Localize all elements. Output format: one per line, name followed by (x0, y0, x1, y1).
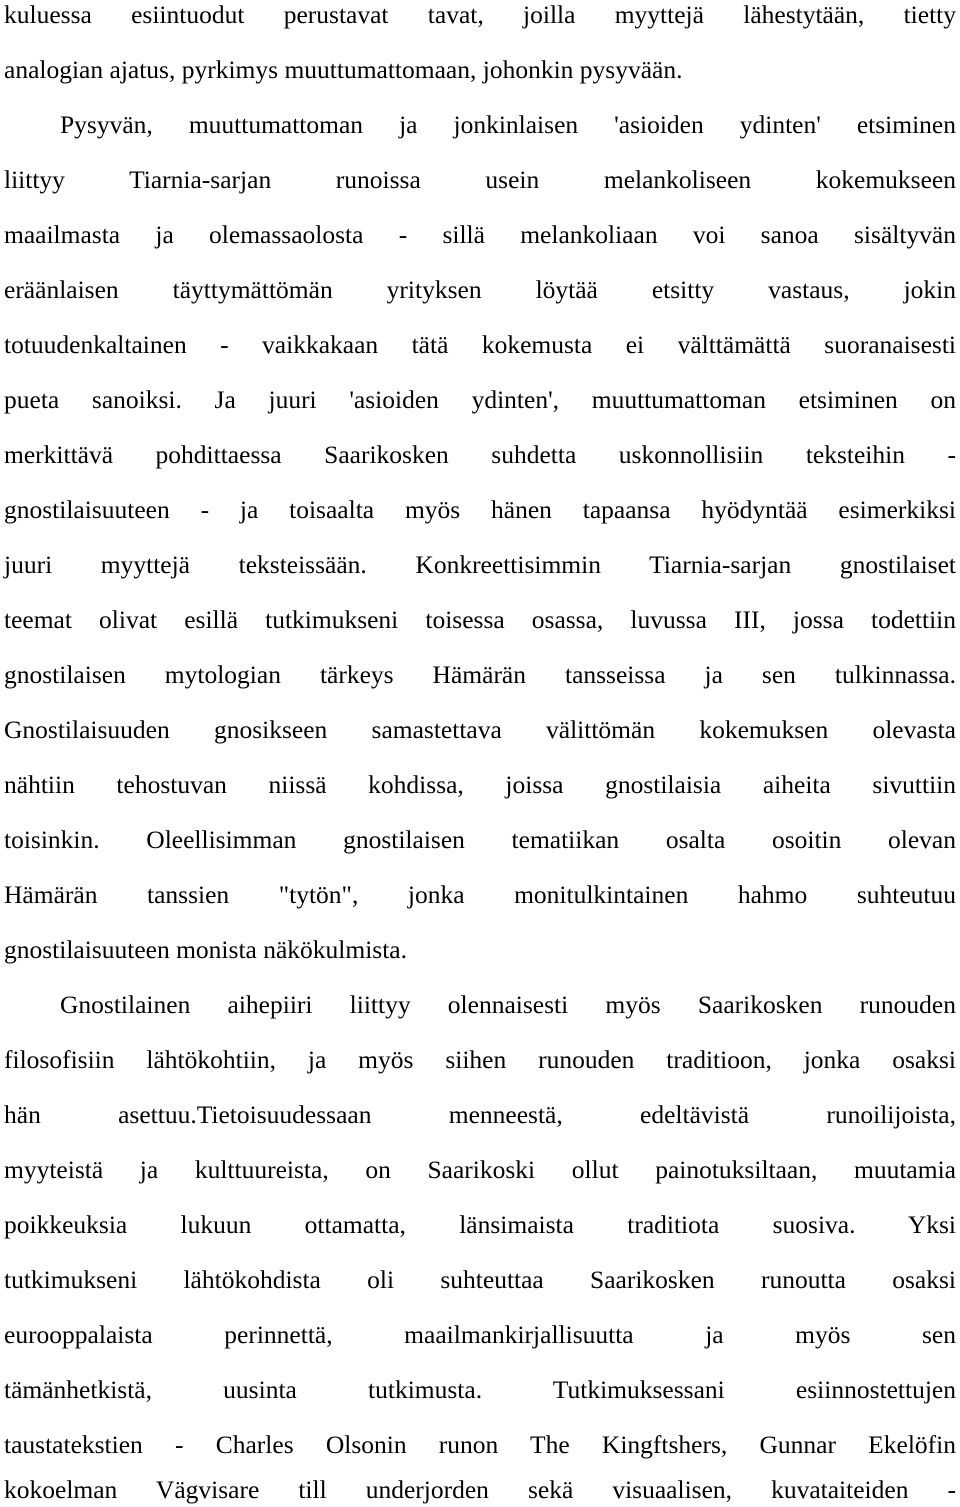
text-line: eräänlaisen täyttymättömän yrityksen löytää etsitty vastaus, jokin (4, 275, 956, 304)
text-line: maailmasta ja olemassaolosta - sillä melankoliaan voi sanoa sisältyvän (4, 220, 956, 249)
text-line: hän asettuu.Tietoisuudessaan menneestä, edeltävistä runoilijoista, (4, 1100, 956, 1129)
text-line: gnostilaisuuteen - ja toisaalta myös hänen tapaansa hyödyntää esimerkiksi (4, 495, 956, 524)
text-line: eurooppalaista perinnettä, maailmankirjallisuutta ja myös sen (4, 1320, 956, 1349)
text-line: totuudenkaltainen - vaikkakaan tätä kokemusta ei välttämättä suoranaisesti (4, 330, 956, 359)
text-line: filosofisiin lähtökohtiin, ja myös siihen runouden traditioon, jonka osaksi (4, 1045, 956, 1074)
text-line: toisinkin. Oleellisimman gnostilaisen tematiikan osalta osoitin olevan (4, 825, 956, 854)
text-line: gnostilaisen mytologian tärkeys Hämärän tansseissa ja sen tulkinnassa. (4, 660, 956, 689)
text-line: Gnostilaisuuden gnosikseen samastettava välittömän kokemuksen olevasta (4, 715, 956, 744)
text-line: taustatekstien - Charles Olsonin runon The Kingftshers, Gunnar Ekelöfin (4, 1430, 956, 1459)
text-line: analogian ajatus, pyrkimys muuttumattomaan, johonkin pysyvään. (4, 55, 683, 84)
text-line: kuluessa esiintuodut perustavat tavat, joilla myyttejä lähestytään, tietty (4, 0, 956, 29)
text-line: merkittävä pohdittaessa Saarikosken suhdetta uskonnollisiin teksteihin - (4, 440, 956, 469)
text-line: liittyy Tiarnia-sarjan runoissa usein melankoliseen kokemukseen (4, 165, 956, 194)
text-line: Gnostilainen aihepiiri liittyy olennaisesti myös Saarikosken runouden (60, 990, 956, 1019)
text-line: tämänhetkistä, uusinta tutkimusta. Tutkimuksessani esiinnostettujen (4, 1375, 956, 1404)
text-line: kokoelman Vägvisare till underjorden sekä visuaalisen, kuvataiteiden - (4, 1475, 956, 1504)
text-line: Pysyvän, muuttumattoman ja jonkinlaisen 'asioiden ydinten' etsiminen (60, 110, 956, 139)
text-line: nähtiin tehostuvan niissä kohdissa, joissa gnostilaisia aiheita sivuttiin (4, 770, 956, 799)
text-line: Hämärän tanssien "tytön", jonka monitulkintainen hahmo suhteutuu (4, 880, 956, 909)
text-line: gnostilaisuuteen monista näkökulmista. (4, 935, 407, 964)
text-line: tutkimukseni lähtökohdista oli suhteuttaa Saarikosken runoutta osaksi (4, 1265, 956, 1294)
text-line: myyteistä ja kulttuureista, on Saarikoski ollut painotuksiltaan, muutamia (4, 1155, 956, 1184)
text-line: pueta sanoiksi. Ja juuri 'asioiden ydinten', muuttumattoman etsiminen on (4, 385, 956, 414)
text-line: juuri myyttejä teksteissään. Konkreettisimmin Tiarnia-sarjan gnostilaiset (4, 550, 956, 579)
text-line: poikkeuksia lukuun ottamatta, länsimaista traditiota suosiva. Yksi (4, 1210, 956, 1239)
text-line: teemat olivat esillä tutkimukseni toisessa osassa, luvussa III, jossa todettiin (4, 605, 956, 634)
